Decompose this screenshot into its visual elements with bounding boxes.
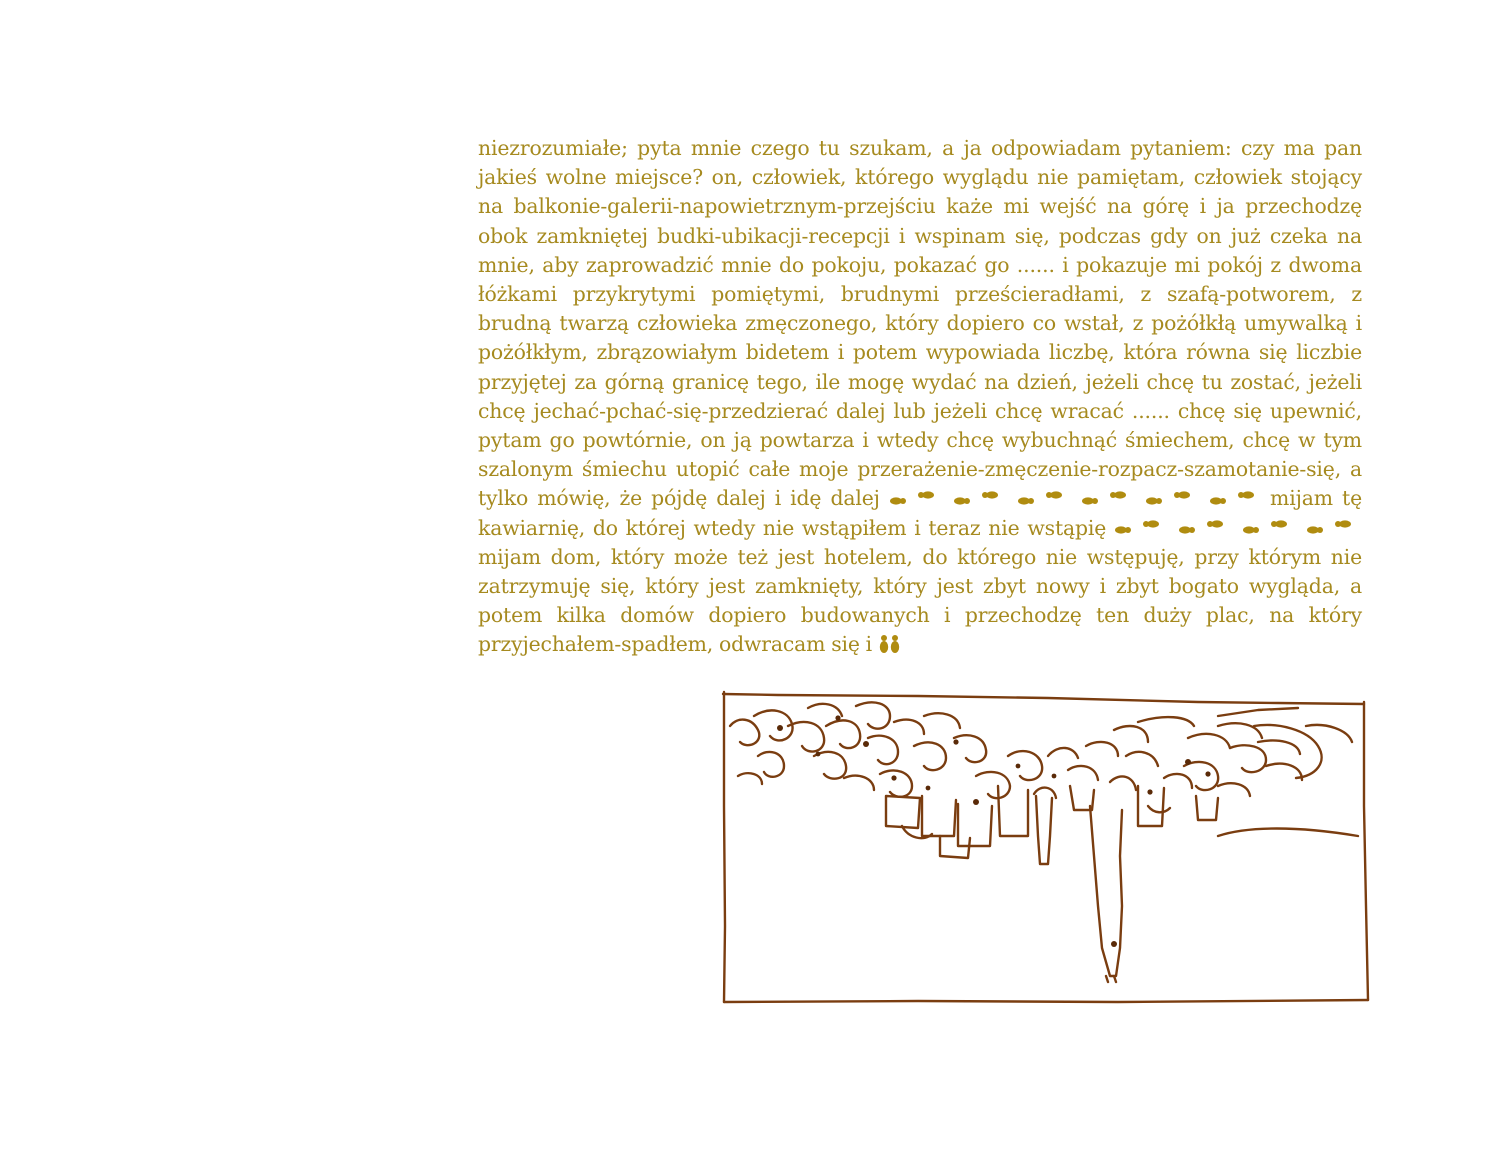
text-segment-2: mijam tę kawiarnię, do której wtedy nie wstąpiłem i teraz nie wstąpię <box>478 486 1362 540</box>
paragraph <box>478 134 1362 660</box>
ink-sketch-illustration <box>718 686 1372 1008</box>
footsteps-turned-icon <box>878 632 902 654</box>
sketch-svg <box>718 686 1372 1008</box>
body-text <box>478 134 1362 660</box>
footsteps-walking-icon <box>889 490 1261 506</box>
text-segment-3: mijam dom, który może też jest hotelem, do którego nie wstępuję, przy którym nie zatrzymuję się, który jest zamknięty, który jest zbyt nowy i zbyt bogato wygląda, a potem kilka domów dopiero budowanych i przechodzę ten duży plac, na który przyjechałem-spadłem, odwracam się i <box>478 544 1362 657</box>
footsteps-walking-icon <box>1114 519 1362 535</box>
text-segment-1: niezrozumiałe; pyta mnie czego tu szukam, a ja odpowiadam pytaniem: czy ma pan jakieś wolne miejsce? on, człowiek, którego wyglądu nie pamiętam, człowiek stojący na balkonie-galerii-napowietrznym-przejściu każe mi wejść na górę i ja przechodzę obok zamkniętej budki-ubikacji-recepcji i wspinam się, podczas gdy on już czeka na mnie, aby zaprowadzić mnie do pokoju, pokazać go ...... i pokazuje mi pokój z dwoma łóżkami przykrytymi pomiętymi, brudnymi prześcieradłami, z szafą-potworem, z brudną twarzą człowieka zmęczonego, który dopiero co wstał, z pożółkłą umywalką i pożółkłym, zbrązowiałym bidetem i potem wypowiada liczbę, która równa się liczbie przyjętej za górną granicę tego, ile mogę wydać na dzień, jeżeli chcę tu zostać, jeżeli chcę jechać-pchać-się-przedzierać dalej lub jeżeli chcę wracać ...... chcę się upewnić, pytam go powtórnie, on ją powtarza i wtedy chcę wybuchnąć śmiechem, chcę w tym szalonym śmiechu utopić całe moje przerażenie-zmęczenie-rozpacz-szamotanie-się, a tylko mówię, że pójdę dalej i idę dalej <box>478 136 1362 511</box>
